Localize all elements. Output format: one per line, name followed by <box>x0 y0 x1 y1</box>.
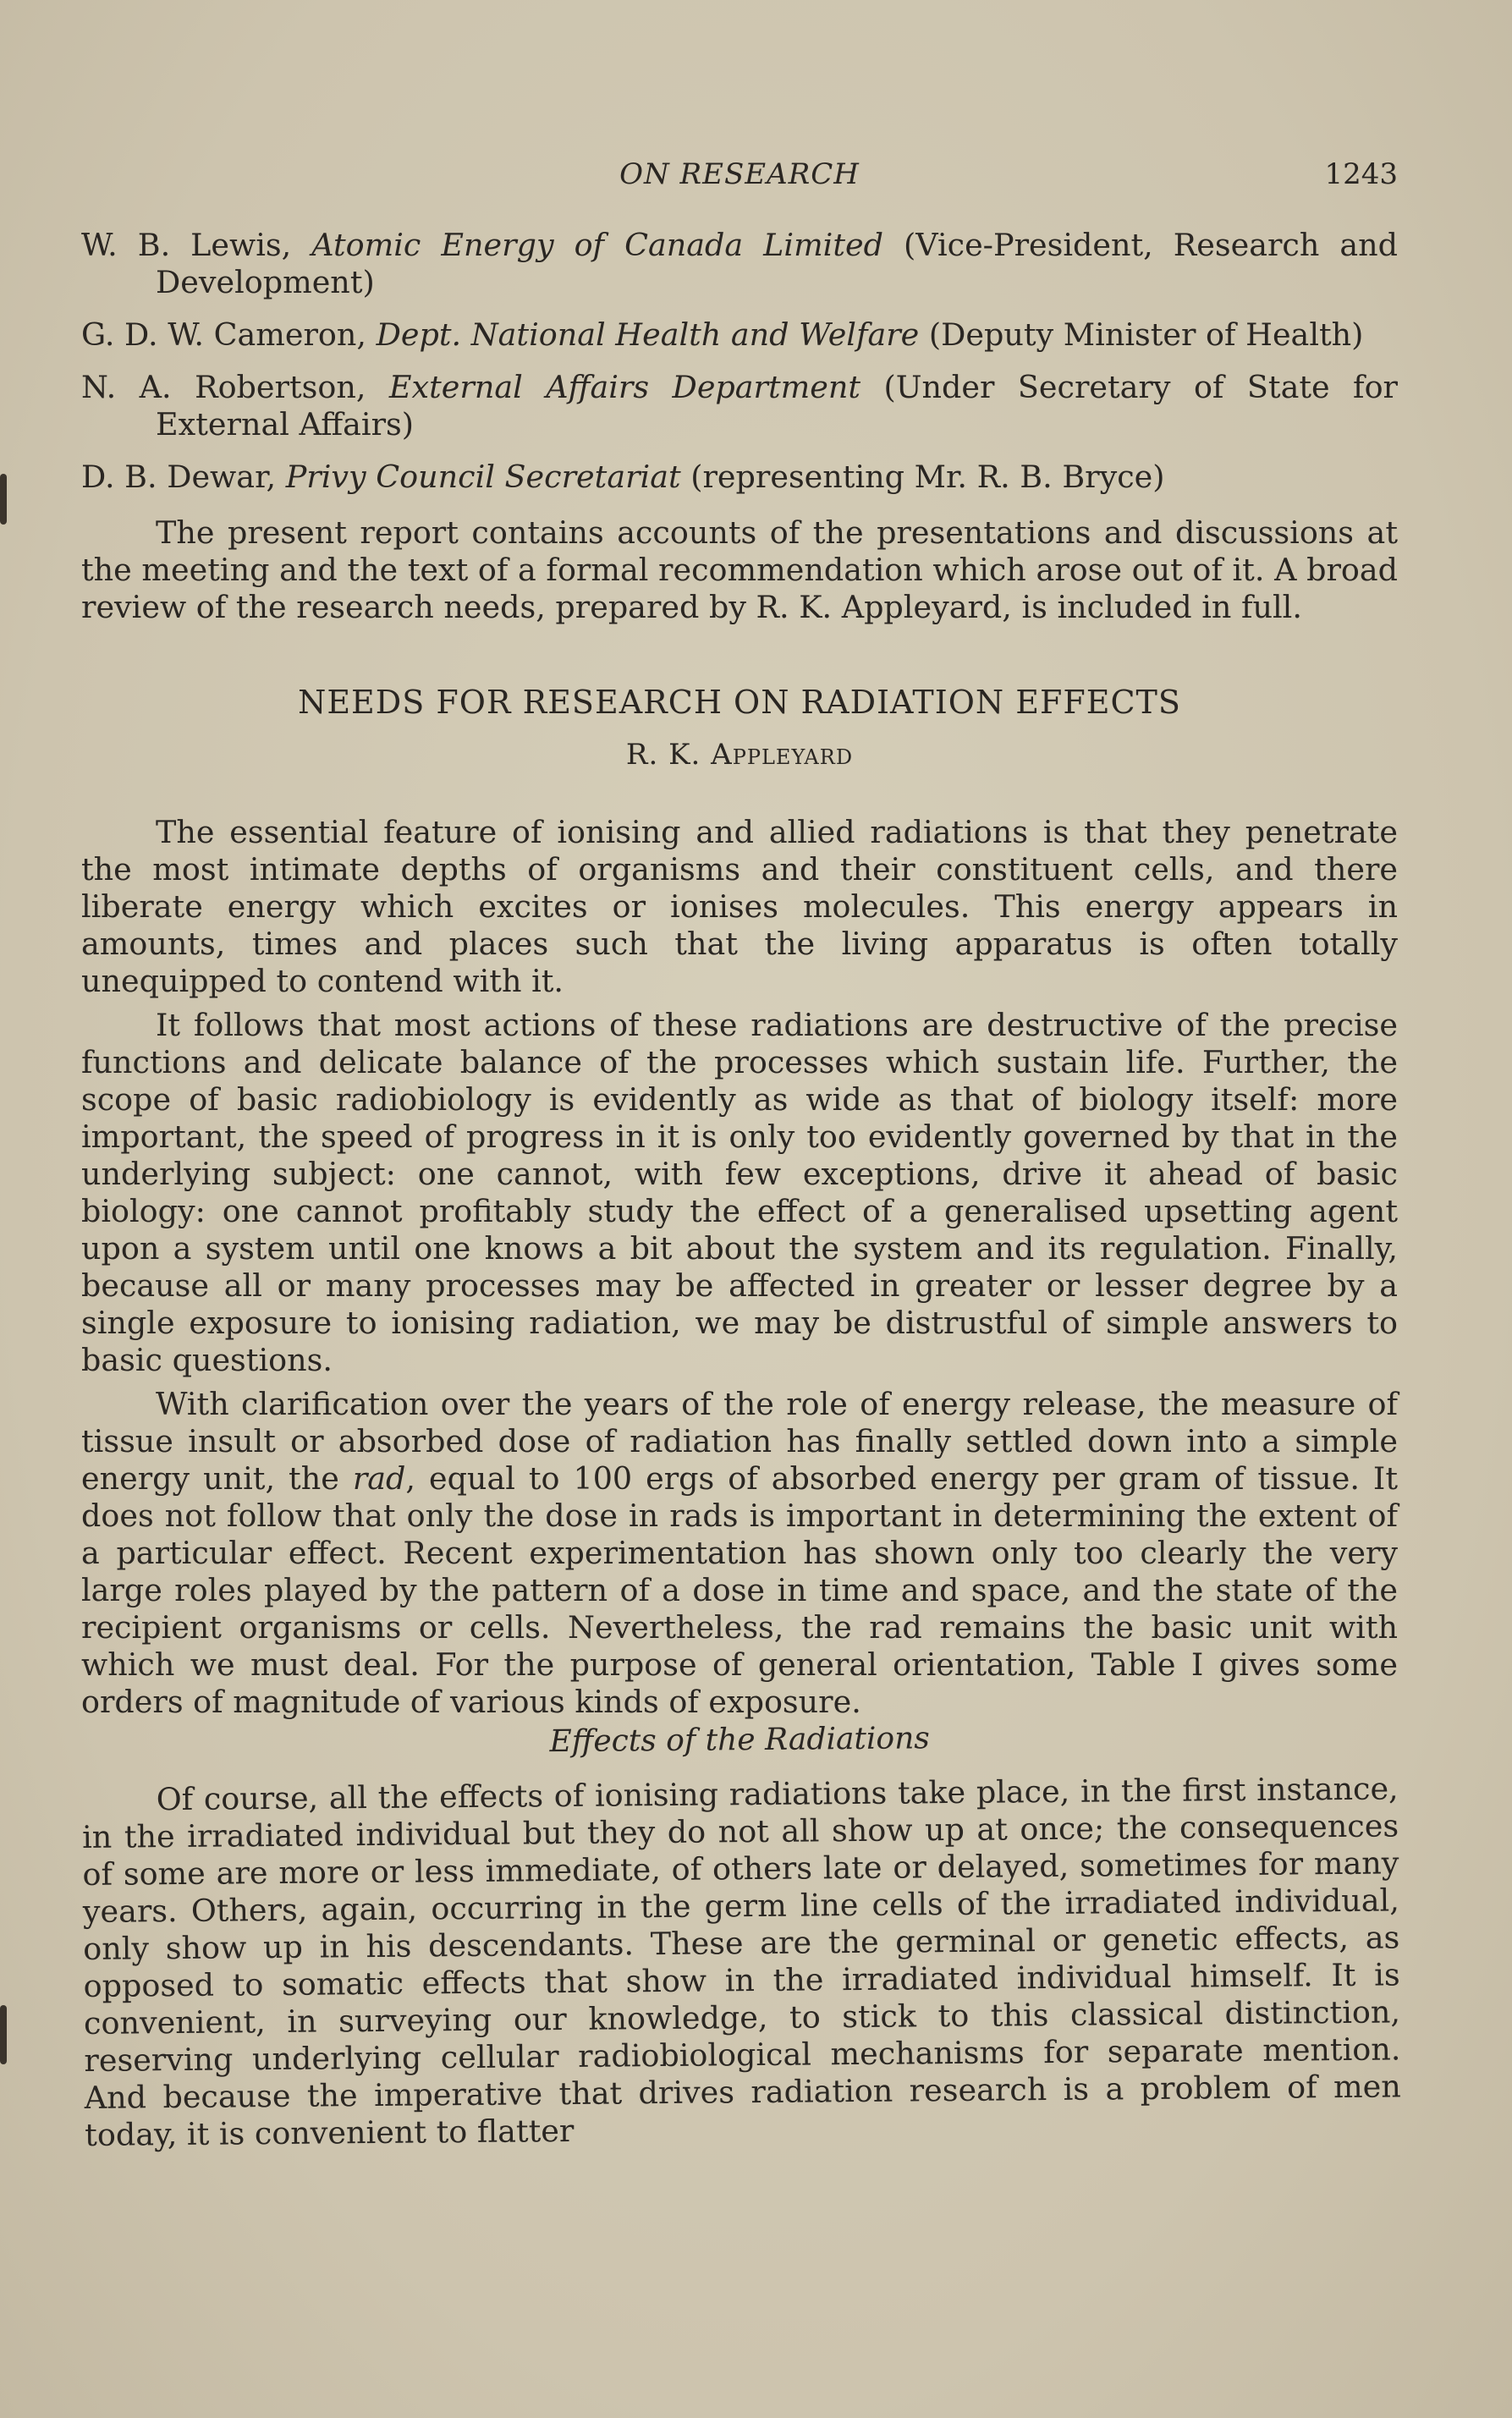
paragraph-text: With clarification over the years of the role of energy release, the measure of tissue insult or absorbed dose of radiation has finally settled down into a simple energy unit, the <box>81 1386 1398 1497</box>
rad-term: rad <box>352 1460 406 1497</box>
member-name: W. B. Lewis, <box>81 227 312 263</box>
committee-member-entry <box>81 369 1398 443</box>
committee-member-entry <box>81 316 1398 354</box>
member-affiliation: External Affairs Department <box>388 369 861 405</box>
body-paragraph <box>81 1386 1398 1721</box>
committee-member-entry <box>81 459 1398 496</box>
intro-paragraph: The present report contains accounts of the presentations and discussions at the meeting and the text of a formal recommendation which arose out of it. A broad review of the research needs, prepared by R. K. Appleyard, is included in full. <box>81 514 1398 625</box>
member-role: (representing Mr. R. B. Bryce) <box>680 459 1165 495</box>
page-number: 1243 <box>1324 157 1398 191</box>
subsection-heading: Effects of the Radiations <box>549 1721 930 1760</box>
running-title: ON RESEARCH <box>619 157 860 191</box>
member-role: (Under Secretary of State for External Affairs) <box>156 369 1398 442</box>
member-affiliation: Dept. National Health and Welfare <box>376 316 920 353</box>
member-role: (Vice-President, Research and Development) <box>156 227 1398 300</box>
member-affiliation: Atomic Energy of Canada Limited <box>311 227 883 263</box>
body-paragraph: It follows that most actions of these radiations are destructive of the precise functions and delicate balance of the processes which sustain life. Further, the scope of basic radiobiology is evidently as wide as that of biology itself: more important, the speed of progress in it is only too evidently governed by that in the underlying subject: one cannot, with few exceptions, drive it ahead of basic biology: one cannot profitably study the effect of a generalised upsetting agent upon a system until one knows a bit about the system and its regulation. Finally, because all or many processes may be affected in greater or lesser degree by a single exposure to ionising radiation, we may be distrustful of simple answers to basic questions. <box>81 1007 1398 1378</box>
member-name: G. D. W. Cameron, <box>81 316 377 353</box>
body-paragraph: Of course, all the effects of ionising radiations take place, in the first instance, in the irradiated individual but they do not all show up at once; the consequences of some are more or less immediate, of others late or delayed, sometimes for many years. Others, again, occurring in the germ line cells of the irradiated individual, only show up in his descendants. These are the germinal or genetic effects, as opposed to somatic effects that show in the irradiated individual himself. It is convenient, in surveying our knowledge, to stick to this classical distinction, reserving underlying cellular radiobiological mechanisms for separate mention. And because the imperative that drives radiation research is a problem of men today, it is convenient to flatter <box>81 1770 1401 2153</box>
binding-mark <box>0 474 7 525</box>
member-affiliation: Privy Council Secretariat <box>285 459 681 495</box>
lower-text-block <box>81 1716 1401 2154</box>
committee-member-entry <box>81 227 1398 301</box>
member-name: N. A. Robertson, <box>81 369 389 405</box>
paragraph-text: , equal to 100 ergs of absorbed energy per gram of tissue. It does not follow that only the dose in rads is important in determining the extent of a particular effect. Recent experimentation has shown only too clearly the very large roles played by the pattern of a dose in time and space, and the state of the recipient organisms or cells. Nevertheless, the rad remains the basic unit with which we must deal. For the purpose of general orientation, Table I gives some orders of magnitude of various kinds of exposure. <box>81 1460 1398 1720</box>
body-text <box>81 227 1401 2161</box>
member-name: D. B. Dewar, <box>81 459 286 495</box>
binding-mark <box>0 2005 7 2064</box>
section-author: R. K. Appleyard <box>625 738 854 772</box>
body-paragraph: The essential feature of ionising and allied radiations is that they penetrate the most intimate depths of organisms and their constituent cells, and there liberate energy which excites or ionises molecules. This energy appears in amounts, times and places such that the living apparatus is often totally unequipped to contend with it. <box>81 814 1398 999</box>
running-head <box>81 157 1398 195</box>
section-heading: NEEDS FOR RESEARCH ON RADIATION EFFECTS <box>298 684 1181 721</box>
member-role: (Deputy Minister of Health) <box>919 316 1364 353</box>
